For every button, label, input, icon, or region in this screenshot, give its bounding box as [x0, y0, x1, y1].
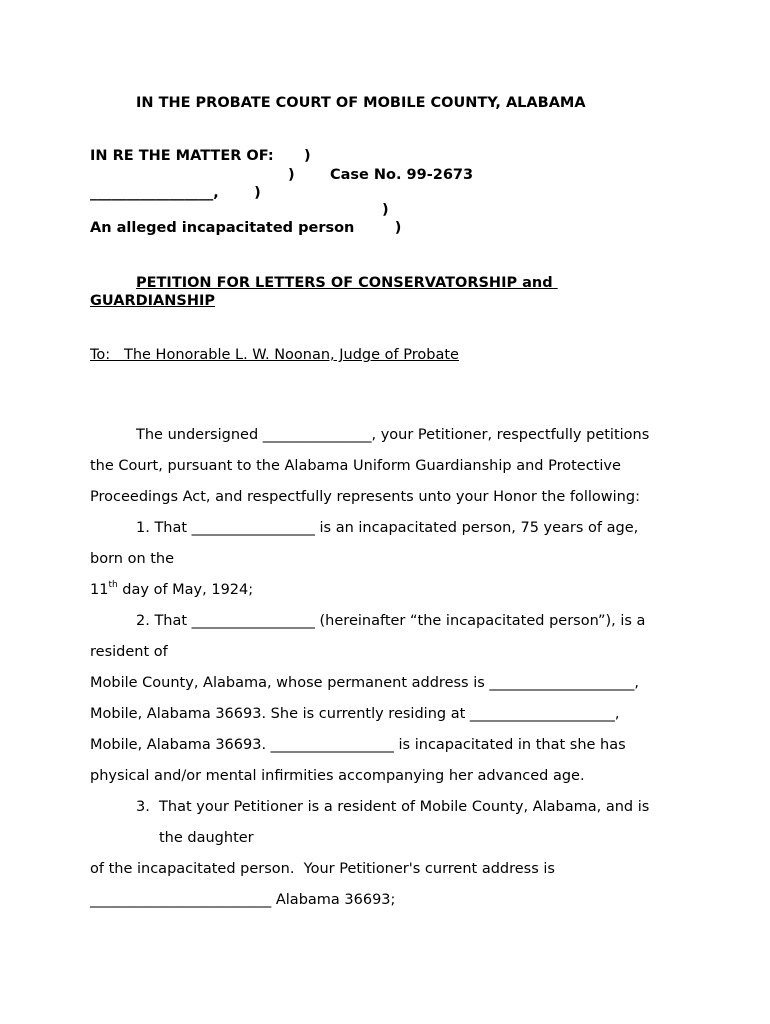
caption-paren: )	[382, 202, 389, 218]
item-2-line: Mobile, Alabama 36693. She is currently residing at ____________________,	[90, 706, 620, 722]
court-title: IN THE PROBATE COURT OF MOBILE COUNTY, ALABAMA	[136, 95, 586, 111]
item-1-line: 1. That _________________ is an incapacitated person, 75 years of age,	[136, 520, 639, 536]
birthdate-day: 11	[90, 582, 109, 598]
body-paragraph-line: The undersigned _______________, your Petitioner, respectfully petitions	[136, 427, 650, 443]
item-3-line: the daughter	[159, 830, 254, 846]
item-1-line: born on the	[90, 551, 175, 567]
body-paragraph-line: the Court, pursuant to the Alabama Uniform Guardianship and Protective	[90, 458, 621, 474]
addressee-line: To: The Honorable L. W. Noonan, Judge of Probate	[90, 347, 459, 363]
caption-matter-line: IN RE THE MATTER OF: )	[90, 148, 311, 164]
item-1-birthdate	[90, 581, 253, 599]
item-2-line: Mobile, Alabama 36693. _________________ is incapacitated in that she has	[90, 737, 626, 753]
item-2-line: resident of	[90, 644, 168, 660]
item-2-line: physical and/or mental infirmities accompanying her advanced age.	[90, 768, 585, 784]
item-2-line: 2. That _________________ (hereinafter “the incapacitated person”), is a	[136, 613, 646, 629]
body-paragraph-line: Proceedings Act, and respectfully represents unto your Honor the following:	[90, 489, 640, 505]
item-3-line: _________________________ Alabama 36693;	[90, 892, 396, 908]
caption-name-blank: _________________, )	[90, 185, 261, 201]
petition-title-line2: GUARDIANSHIP	[90, 293, 216, 309]
item-3-line: of the incapacitated person. Your Petitioner's current address is	[90, 861, 555, 877]
ordinal-suffix: th	[108, 580, 118, 591]
item-2-line: Mobile County, Alabama, whose permanent address is ____________________,	[90, 675, 640, 691]
caption-alleged-line: An alleged incapacitated person )	[90, 220, 402, 236]
item-3-line: 3. That your Petitioner is a resident of Mobile County, Alabama, and is	[136, 799, 650, 815]
case-number: ) Case No. 99-2673	[288, 167, 474, 183]
petition-title-line1: PETITION FOR LETTERS OF CONSERVATORSHIP and	[136, 275, 558, 291]
birthdate-rest: day of May, 1924;	[117, 582, 254, 598]
